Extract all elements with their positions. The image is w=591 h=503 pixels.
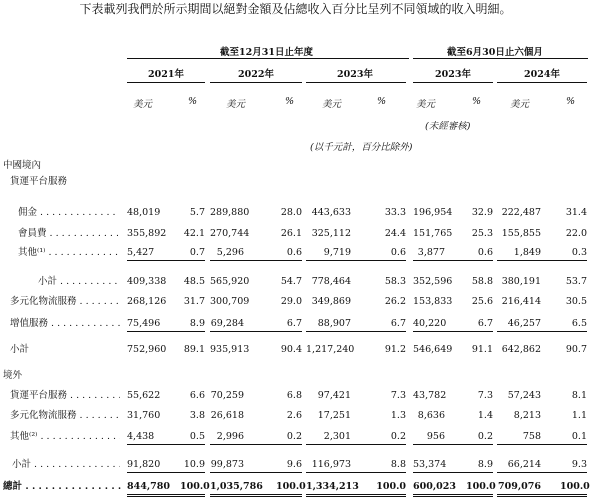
amount-cell: 5,427 [127,247,155,258]
amount-cell: 26,618 [210,410,244,421]
amount-cell: 99,873 [210,459,244,470]
amount-cell: 565,920 [210,276,250,287]
row-label: 小計 . . . [12,457,120,473]
amount-cell: 53,374 [413,459,447,470]
percent-cell: 0.5 [189,431,205,442]
percent-cell: 100.0 [466,481,496,492]
percent-cell: 33.3 [384,207,406,218]
table-row [0,342,591,358]
row-label: 小計 . . . [38,274,120,290]
amount-cell: 43,782 [413,390,447,401]
percent-cell: 24.4 [384,228,406,239]
table-row [0,388,591,404]
percent-cell: 28.0 [280,207,302,218]
percent-cell: 0.2 [390,431,406,442]
amount-cell: 1,035,786 [210,481,263,492]
table-row [0,294,591,310]
unit-pct-2021: % [188,96,198,107]
row-label: 會員費 . . . [18,226,118,242]
percent-cell: 9.3 [571,459,587,470]
subtotal-rule [413,472,493,473]
amount-cell: 935,913 [210,344,250,355]
table-row [0,429,591,445]
amount-cell: 48,019 [127,207,161,218]
unit-pct-2023-h1: % [472,96,482,107]
amount-cell: 97,421 [317,390,351,401]
amount-cell: 3,877 [417,247,445,258]
section-overseas: 境外 [3,370,23,381]
amount-cell: 222,487 [501,207,541,218]
table-row [0,274,591,290]
subtotal-rule [306,331,406,332]
percent-cell: 8.9 [477,459,493,470]
amount-cell: 268,126 [127,296,167,307]
percent-cell: 6.8 [286,390,302,401]
subtotal-rule [413,260,493,261]
subtotal-rule [306,472,406,473]
total-double-rule [497,494,587,497]
percent-cell: 26.1 [280,228,302,239]
unit-pct-2022: % [285,96,295,107]
amount-cell: 57,243 [507,390,541,401]
table-row [0,205,591,221]
amount-cell: 956 [426,431,445,442]
amount-cell: 752,960 [127,344,167,355]
percent-cell: 6.6 [189,390,205,401]
subtotal-rule [413,331,493,332]
amount-cell: 40,220 [413,318,447,329]
thousands-note: (以千元計，百分比除外) [310,142,413,153]
amount-cell: 642,862 [501,344,541,355]
percent-cell: 100.0 [180,481,210,492]
percent-cell: 58.3 [384,276,406,287]
percent-cell: 100.0 [560,481,590,492]
amount-cell: 75,496 [127,318,161,329]
row-label: 總計 . . . [3,479,123,495]
percent-cell: 31.7 [183,296,205,307]
percent-cell: 29.0 [280,296,302,307]
amount-cell: 196,954 [413,207,453,218]
row-label: 貨運平台服務 . . . [10,388,120,404]
percent-cell: 48.5 [183,276,205,287]
amount-cell: 758 [522,431,541,442]
amount-cell: 155,855 [501,228,541,239]
amount-cell: 2,301 [323,431,351,442]
unit-pct-2024-h1: % [566,96,576,107]
year-2023-h1: 2023年 [435,69,471,80]
subtotal-rule [210,444,302,445]
percent-cell: 0.2 [477,431,493,442]
row-label: 佣金 . . . [18,205,118,221]
amount-cell: 88,907 [317,318,351,329]
percent-cell: 0.7 [189,247,205,258]
percent-cell: 0.6 [390,247,406,258]
amount-cell: 17,251 [317,410,351,421]
amount-cell: 55,622 [127,390,161,401]
unit-usd-2022: 美元 [226,99,246,110]
subtotal-rule [210,331,302,332]
percent-cell: 8.1 [571,390,587,401]
percent-cell: 10.9 [183,459,205,470]
amount-cell: 409,338 [127,276,167,287]
amount-cell: 270,744 [210,228,250,239]
percent-cell: 25.6 [471,296,493,307]
subtotal-rule [306,260,406,261]
percent-cell: 1.3 [390,410,406,421]
percent-cell: 54.7 [280,276,302,287]
section-domestic: 中國境內 [3,160,42,171]
amount-cell: 4,438 [127,431,155,442]
percent-cell: 1.4 [477,410,493,421]
percent-cell: 22.0 [565,228,587,239]
percent-cell: 0.2 [286,431,302,442]
unaudited-note: (未經審核) [425,121,471,132]
row-label: 其他⁽²⁾ . . . [10,429,120,445]
table-row [0,316,591,332]
amount-cell: 1,217,240 [306,344,355,355]
percent-cell: 0.6 [286,247,302,258]
subtotal-rule [127,331,205,332]
table-row [0,408,591,424]
subtotal-rule [306,444,406,445]
year-2023: 2023年 [337,69,373,80]
percent-cell: 6.7 [286,318,302,329]
percent-cell: 2.6 [286,410,302,421]
percent-cell: 90.7 [565,344,587,355]
subtotal-rule [497,472,587,473]
year-2024-h1: 2024年 [524,69,560,80]
subtotal-rule [497,444,587,445]
percent-cell: 7.3 [390,390,406,401]
amount-cell: 2,996 [216,431,244,442]
table-row [0,245,591,261]
table-row [0,226,591,242]
table-row [0,174,591,190]
percent-cell: 6.5 [571,318,587,329]
total-double-rule [127,494,205,497]
percent-cell: 90.4 [280,344,302,355]
table-row [0,479,591,495]
unit-usd-2021: 美元 [133,99,153,110]
percent-cell: 1.1 [571,410,587,421]
header-six-month: 截至6月30日止六個月 [447,47,543,58]
percent-cell: 32.9 [471,207,493,218]
intro-text: 下表載列我們於所示期間以絕對金額及佔總收入百分比呈列不同領域的收入明細。 [79,2,512,16]
percent-cell: 58.8 [471,276,493,287]
amount-cell: 349,869 [311,296,351,307]
unit-usd-2024-h1: 美元 [510,99,530,110]
row-label: 貨運平台服務 [10,176,68,187]
amount-cell: 216,414 [501,296,541,307]
amount-cell: 380,191 [501,276,541,287]
amount-cell: 355,892 [127,228,167,239]
year-2021: 2021年 [148,69,184,80]
percent-cell: 0.1 [571,431,587,442]
percent-cell: 91.1 [471,344,493,355]
row-label: 多元化物流服務 . . . [10,408,120,424]
amount-cell: 352,596 [413,276,453,287]
unit-usd-2023: 美元 [322,99,342,110]
percent-cell: 9.6 [286,459,302,470]
percent-cell: 89.1 [183,344,205,355]
amount-cell: 91,820 [127,459,161,470]
subtotal-rule [210,260,302,261]
percent-cell: 100.0 [376,481,406,492]
amount-cell: 8,636 [417,410,445,421]
table-row [0,457,591,473]
unit-usd-2023-h1: 美元 [416,99,436,110]
amount-cell: 9,719 [323,247,351,258]
percent-cell: 3.8 [189,410,205,421]
subtotal-rule [127,472,205,473]
amount-cell: 151,765 [413,228,453,239]
percent-cell: 5.7 [189,207,205,218]
amount-cell: 66,214 [507,459,541,470]
percent-cell: 6.7 [477,318,493,329]
percent-cell: 6.7 [390,318,406,329]
percent-cell: 53.7 [565,276,587,287]
row-label: 其他⁽¹⁾ . . . [18,245,118,261]
amount-cell: 443,633 [311,207,351,218]
percent-cell: 42.1 [183,228,205,239]
total-double-rule [413,494,493,497]
total-double-rule [210,494,302,497]
subtotal-rule [210,472,302,473]
percent-cell: 8.9 [189,318,205,329]
percent-cell: 26.2 [384,296,406,307]
amount-cell: 116,973 [311,459,351,470]
subtotal-rule [413,444,493,445]
amount-cell: 289,880 [210,207,250,218]
percent-cell: 8.8 [390,459,406,470]
percent-cell: 91.2 [384,344,406,355]
subtotal-rule [127,260,205,261]
amount-cell: 70,259 [210,390,244,401]
amount-cell: 8,213 [513,410,541,421]
subtotal-rule [497,260,587,261]
amount-cell: 546,649 [413,344,453,355]
amount-cell: 153,833 [413,296,453,307]
amount-cell: 325,112 [311,228,351,239]
amount-cell: 778,464 [311,276,351,287]
row-label: 多元化物流服務 . . . [10,294,120,310]
percent-cell: 25.3 [471,228,493,239]
subtotal-rule [497,331,587,332]
amount-cell: 31,760 [127,410,161,421]
percent-cell: 0.6 [477,247,493,258]
amount-cell: 46,257 [507,318,541,329]
amount-cell: 1,334,213 [306,481,359,492]
amount-cell: 1,849 [513,247,541,258]
subtotal-rule [127,444,205,445]
total-double-rule [306,494,406,497]
amount-cell: 844,780 [127,481,170,492]
amount-cell: 69,284 [210,318,244,329]
row-label: 增值服務 . . . [10,316,120,332]
amount-cell: 709,076 [498,481,541,492]
amount-cell: 600,023 [413,481,456,492]
percent-cell: 7.3 [477,390,493,401]
year-2022: 2022年 [238,69,274,80]
percent-cell: 31.4 [565,207,587,218]
percent-cell: 30.5 [565,296,587,307]
amount-cell: 300,709 [210,296,250,307]
header-annual: 截至12月31日止年度 [220,47,313,58]
row-label: 小計 [10,344,30,355]
percent-cell: 0.3 [571,247,587,258]
amount-cell: 5,296 [216,247,244,258]
percent-cell: 100.0 [276,481,306,492]
unit-pct-2023: % [377,96,387,107]
